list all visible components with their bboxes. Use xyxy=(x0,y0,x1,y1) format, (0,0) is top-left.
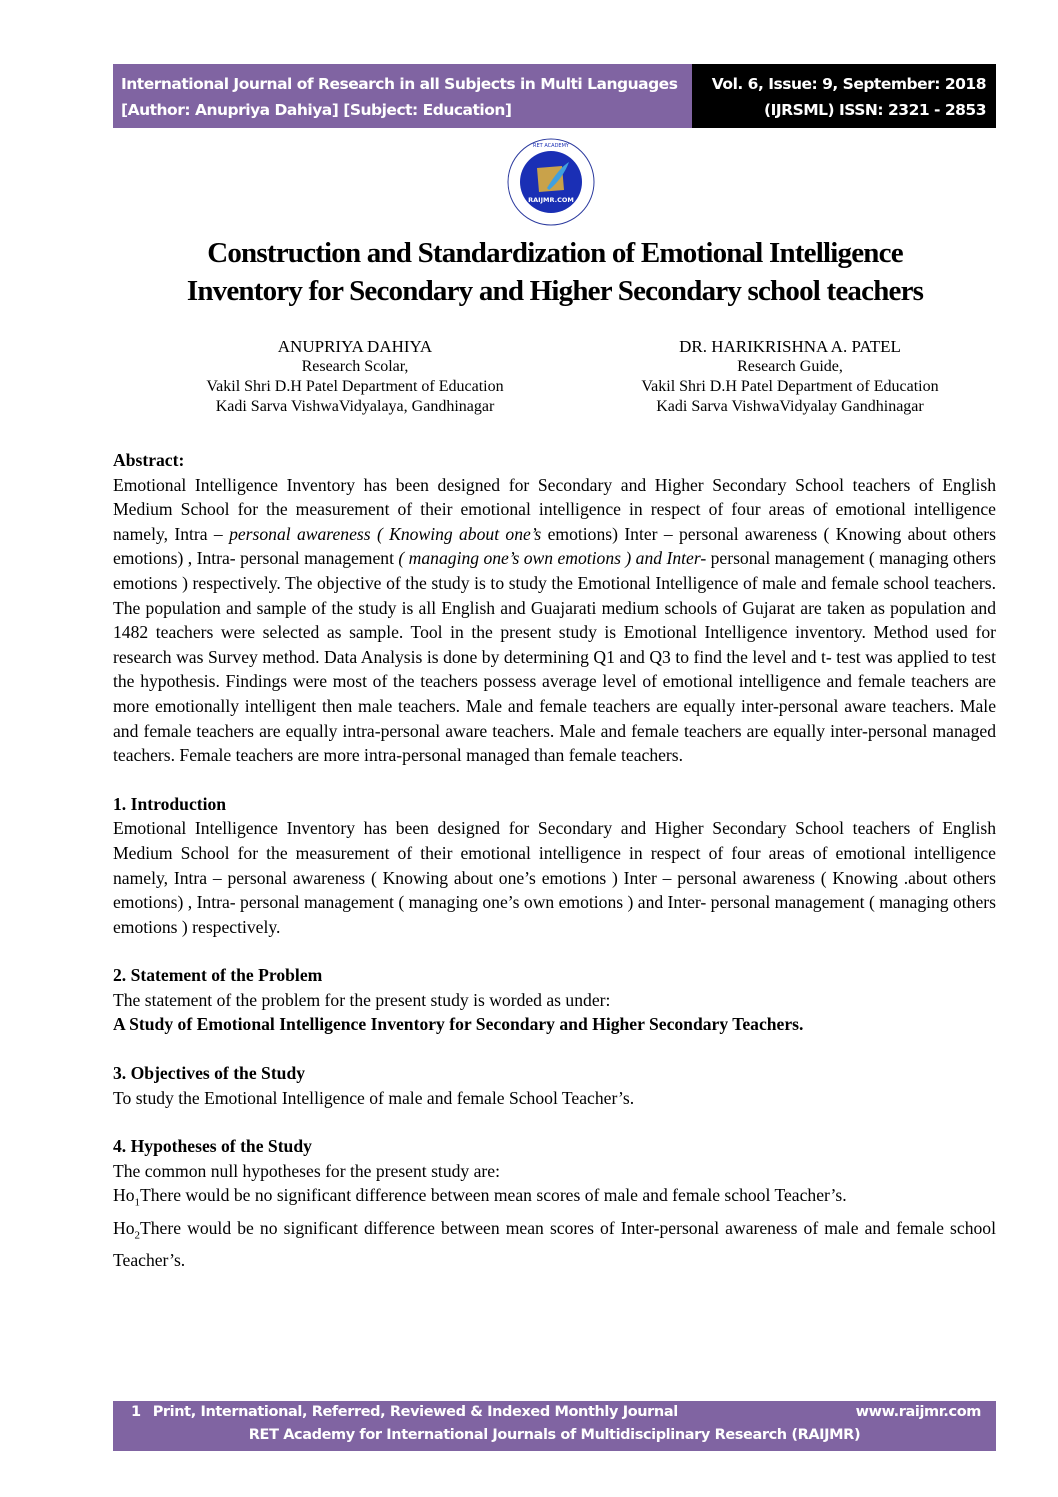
author-univ: Kadi Sarva VishwaVidyalay Gandhinagar xyxy=(656,398,924,415)
author-subject: [Author: Anupriya Dahiya] [Subject: Education] xyxy=(121,101,512,119)
abstract-heading: Abstract: xyxy=(113,450,185,470)
introduction-heading: 1. Introduction xyxy=(113,793,227,814)
introduction-text: Emotional Intelligence Inventory has been designed for Secondary and Higher Secondary School teachers of English Medium School for the measurement of their emotional intelligence in respect of four areas of emotional intelligence namely, Intra – personal awareness ( Knowing about one’s emotions ) Inter – personal awareness ( Knowing .about others emotions) , Intra- personal management ( managing one’s own emotions ) and Inter- personal management ( managing others emotions ) respectively. xyxy=(113,818,996,937)
abstract-part-2: emotions) Inter – personal awareness ( Knowing about others emotions) , Intra- personal management xyxy=(113,523,996,569)
svg-text:RAIJMR.COM: RAIJMR.COM xyxy=(528,196,574,204)
hypotheses-heading: 4. Hypotheses of the Study xyxy=(113,1136,312,1157)
journal-header-left xyxy=(113,64,692,128)
ho1-text: There would be no significant difference between mean scores of male and female school Teacher’s. xyxy=(140,1185,847,1206)
issn: (IJRSML) ISSN: 2321 - 2853 xyxy=(764,101,986,119)
ho2-subscript: 2 xyxy=(134,1229,141,1242)
volume-issue: Vol. 6, Issue: 9, September: 2018 xyxy=(711,75,986,93)
author-dept: Vakil Shri D.H Patel Department of Education xyxy=(641,378,939,395)
hypothesis-2 xyxy=(113,1216,996,1273)
title-line-2: Inventory for Secondary and Higher Secondary school teachers xyxy=(186,275,924,307)
author-block-2 xyxy=(580,337,1000,417)
problem-text: The statement of the problem for the present study is worded as under: xyxy=(113,989,611,1010)
journal-header xyxy=(113,64,996,128)
raijmr-logo-icon xyxy=(507,138,595,226)
problem-heading: 2. Statement of the Problem xyxy=(113,965,323,986)
svg-text:RET ACADEMY: RET ACADEMY xyxy=(533,143,569,149)
hypothesis-1 xyxy=(113,1183,996,1215)
journal-header-right xyxy=(692,64,996,128)
author-name: DR. HARIKRISHNA A. PATEL xyxy=(679,337,901,356)
abstract-text xyxy=(113,473,996,768)
footer-publisher: RET Academy for International Journals of Multidisciplinary Research (RAIJMR) xyxy=(248,1427,861,1443)
abstract-part-1: Emotional Intelligence Inventory has been designed for Secondary and Higher Secondary School teachers of English Medium School for the measurement of their emotional intelligence in respect of four areas of emotional intelligence namely, Intra – xyxy=(113,474,996,544)
author-block-1 xyxy=(145,337,565,417)
author-role: Research Guide, xyxy=(737,358,843,375)
objectives-heading: 3. Objectives of the Study xyxy=(113,1063,306,1084)
ho1-subscript: 1 xyxy=(134,1196,141,1209)
journal-footer xyxy=(113,1401,996,1451)
footer-tagline-group xyxy=(131,1404,678,1420)
ho1-label: Ho xyxy=(113,1185,135,1206)
author-role: Research Scolar, xyxy=(301,358,409,375)
paper-title xyxy=(110,234,1000,310)
paper-body xyxy=(113,448,996,1272)
abstract-italic-2: ( managing one’s own emotions ) and Inter- xyxy=(398,548,707,569)
ho2-text: There would be no significant difference between mean scores of Inter-personal awareness of male and female school Teacher’s. xyxy=(113,1217,996,1270)
journal-name: International Journal of Research in all Subjects in Multi Languages xyxy=(121,75,678,93)
ho2-label: Ho xyxy=(113,1217,135,1238)
problem-statement: A Study of Emotional Intelligence Inventory for Secondary and Higher Secondary Teachers. xyxy=(113,1014,804,1035)
objectives-text: To study the Emotional Intelligence of male and female School Teacher’s. xyxy=(113,1087,635,1108)
title-line-1: Construction and Standardization of Emotional Intelligence xyxy=(207,237,903,269)
footer-row-1 xyxy=(131,1404,981,1420)
abstract-italic-1: personal awareness ( Knowing about one’s xyxy=(229,523,542,544)
page-number: 1 xyxy=(131,1404,141,1420)
footer-website-link[interactable]: www.raijmr.com xyxy=(855,1404,981,1420)
hypotheses-intro: The common null hypotheses for the present study are: xyxy=(113,1160,500,1181)
author-name: ANUPRIYA DAHIYA xyxy=(277,337,433,356)
footer-tagline: Print, International, Referred, Reviewed & Indexed Monthly Journal xyxy=(152,1404,678,1420)
author-dept: Vakil Shri D.H Patel Department of Education xyxy=(206,378,504,395)
abstract-part-3: personal management ( managing others emotions ) respectively. The objective of the study is to study the Emotional Intelligence of male and female school teachers. The population and sample of the study is all English and Guajarati medium schools of Gujarat are taken as population and 1482 teachers were selected as sample. Tool in the present study is Emotional Intelligence inventory. Method used for research was Survey method. Data Analysis is done by determining Q1 and Q3 to find the level and t- test was applied to test the hypothesis. Findings were most of the teachers possess average level of emotional intelligence and female teachers are more emotionally intelligent then male teachers. Male and female teachers are equally inter-personal aware teachers. Male and female teachers are equally intra-personal aware teachers. Male and female teachers are equally inter-personal managed teachers. Female teachers are more intra-personal managed than female teachers. xyxy=(113,548,996,766)
author-univ: Kadi Sarva VishwaVidyalaya, Gandhinagar xyxy=(215,398,495,415)
